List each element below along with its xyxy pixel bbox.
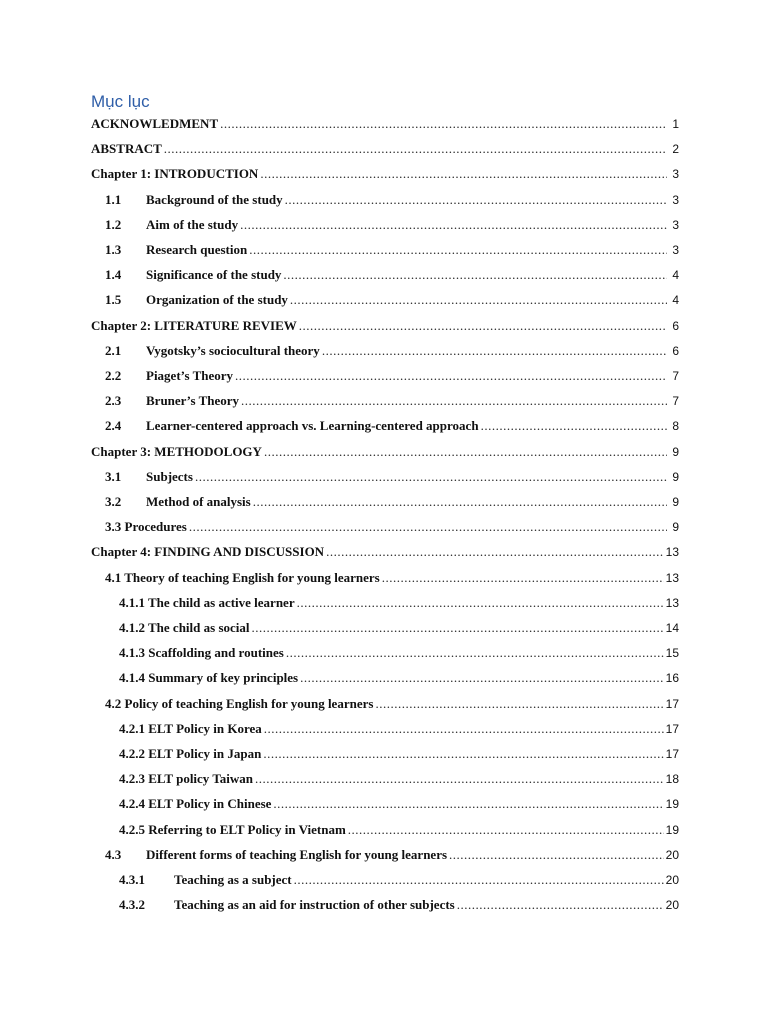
- toc-entry[interactable]: [91, 318, 679, 338]
- dot-leader: [263, 746, 663, 762]
- toc-entry[interactable]: [119, 897, 679, 917]
- toc-entry-page-number: 6: [672, 343, 679, 358]
- dot-leader: [189, 519, 667, 535]
- dot-leader: [264, 444, 667, 460]
- dot-leader: [264, 721, 664, 737]
- toc-entry-page-number: 16: [665, 671, 679, 686]
- toc-entry-number: 3.2: [105, 494, 122, 509]
- toc-entry-page-number: 15: [665, 646, 679, 661]
- toc-entry[interactable]: [105, 570, 679, 590]
- toc-entry[interactable]: [119, 620, 679, 640]
- toc-entry-page-number: 20: [665, 873, 679, 887]
- toc-entry-number: 2.2: [105, 368, 122, 383]
- toc-entry[interactable]: [105, 847, 679, 867]
- toc-entry[interactable]: [119, 721, 679, 741]
- toc-entry-title: 4.1.1 The child as active learner: [119, 594, 295, 610]
- toc-entry[interactable]: [91, 141, 679, 161]
- toc-entry-title: ABSTRACT: [91, 141, 162, 157]
- toc-entry-page-number: 13: [665, 545, 679, 560]
- toc-entry-title: ACKNOWLEDMENT: [91, 116, 219, 131]
- dot-leader: [348, 822, 664, 838]
- toc-entry-page-number: 19: [665, 822, 679, 837]
- toc-entry-page-number: 8: [672, 419, 679, 434]
- dot-leader: [255, 771, 664, 787]
- toc-entry[interactable]: [105, 292, 679, 312]
- toc-entry[interactable]: [119, 796, 679, 816]
- toc-entry-page-number: 1: [672, 117, 679, 131]
- toc-entry-title: Teaching as a subject: [174, 872, 292, 887]
- toc-entry[interactable]: [105, 519, 679, 539]
- toc-entry-number: 2.3: [105, 393, 122, 409]
- toc-entry[interactable]: [119, 670, 679, 690]
- toc-entry[interactable]: [105, 393, 679, 413]
- toc-entry-title: 4.2.1 ELT Policy in Korea: [119, 720, 262, 736]
- toc-entry-title: 4.1 Theory of teaching English for young learners: [105, 569, 380, 585]
- toc-entry[interactable]: [91, 444, 679, 464]
- toc-entry-title: 4.1.2 The child as social: [119, 620, 250, 635]
- toc-entry[interactable]: [105, 696, 679, 716]
- toc-entry[interactable]: [105, 242, 679, 262]
- toc-entry-page-number: 17: [665, 747, 679, 761]
- toc-entry-title: Background of the study: [146, 191, 283, 207]
- toc-entry-title: 4.1.3 Scaffolding and routines: [119, 645, 284, 661]
- dot-leader: [273, 796, 663, 812]
- toc-entry[interactable]: [105, 418, 679, 438]
- dot-leader: [449, 847, 664, 863]
- dot-leader: [283, 267, 667, 283]
- toc-entry-page-number: 3: [672, 217, 679, 232]
- toc-entry-title: Bruner’s Theory: [146, 393, 240, 409]
- toc-entry-page-number: 4: [672, 268, 679, 283]
- dot-leader: [220, 116, 667, 132]
- dot-leader: [290, 292, 667, 308]
- toc-entry-title: Learner-centered approach vs. Learning-centered approach: [146, 418, 479, 434]
- toc-entry[interactable]: [119, 771, 679, 791]
- toc-entry[interactable]: [119, 822, 679, 842]
- toc-entry-number: 1.4: [105, 267, 122, 283]
- toc-entry-page-number: 3: [672, 167, 679, 182]
- toc-entry-number: 1.1: [105, 191, 122, 207]
- toc-entry[interactable]: [91, 116, 679, 136]
- toc-entry[interactable]: [105, 267, 679, 287]
- toc-entry-page-number: 20: [665, 847, 679, 862]
- dot-leader: [375, 696, 663, 712]
- toc-entry-title: 4.2.3 ELT policy Taiwan: [119, 771, 254, 787]
- toc-entry[interactable]: [119, 872, 679, 892]
- dot-leader: [326, 544, 664, 560]
- dot-leader: [300, 670, 664, 686]
- toc-entry[interactable]: [119, 645, 679, 665]
- toc-entry-title: Significance of the study: [146, 267, 282, 283]
- dot-leader: [294, 872, 664, 888]
- toc-entry-page-number: 2: [672, 142, 679, 157]
- dot-leader: [260, 166, 667, 182]
- toc-entry[interactable]: [119, 746, 679, 766]
- toc-entry[interactable]: [105, 494, 679, 514]
- toc-entry-page-number: 19: [665, 797, 679, 812]
- toc-entry-title: Piaget’s Theory: [146, 368, 234, 383]
- dot-leader: [299, 318, 667, 334]
- toc-entry-title: Chapter 4: FINDING AND DISCUSSION: [91, 544, 325, 560]
- toc-entry[interactable]: [119, 595, 679, 615]
- toc-entry-number: 2.1: [105, 342, 122, 358]
- toc-entry-page-number: 6: [672, 318, 679, 333]
- toc-entry-page-number: 17: [665, 721, 679, 736]
- toc-entry-title: Research question: [146, 242, 248, 257]
- toc-entry-title: Aim of the study: [146, 216, 239, 232]
- dot-leader: [249, 242, 667, 258]
- toc-entry-page-number: 9: [672, 520, 679, 535]
- toc-entry-page-number: 3: [672, 192, 679, 207]
- toc-entry-page-number: 3: [672, 243, 679, 257]
- toc-entry-number: 1.2: [105, 216, 122, 232]
- toc-entry-title: Method of analysis: [146, 494, 251, 509]
- toc-entry-page-number: 14: [665, 621, 679, 635]
- toc-entry-title: Vygotsky’s sociocultural theory: [146, 342, 320, 358]
- toc-entry-number: 3.1: [105, 468, 122, 484]
- toc-entry-title: Different forms of teaching English for young learners: [146, 846, 448, 862]
- toc-entry-title: Chapter 1: INTRODUCTION: [91, 166, 259, 182]
- dot-leader: [195, 469, 667, 485]
- toc-entry-title: 4.1.4 Summary of key principles: [119, 670, 299, 686]
- toc-heading: Mục lục: [91, 92, 150, 111]
- toc-entry-title: Organization of the study: [146, 292, 288, 308]
- toc-entry-number: 4.3.2: [119, 897, 145, 913]
- toc-entry[interactable]: [105, 192, 679, 212]
- toc-entry-page-number: 9: [672, 495, 679, 509]
- dot-leader: [235, 368, 667, 384]
- toc-entry-page-number: 7: [672, 369, 679, 383]
- toc-entry-number: 1.5: [105, 292, 122, 308]
- toc-entry-page-number: 18: [665, 772, 679, 787]
- dot-leader: [286, 645, 664, 661]
- toc-entry-title: 3.3 Procedures: [105, 519, 187, 535]
- toc-entry-number: 2.4: [105, 418, 122, 434]
- toc-entry-page-number: 17: [665, 696, 679, 711]
- toc-entry[interactable]: [91, 544, 679, 564]
- toc-entry-page-number: 20: [665, 898, 679, 913]
- dot-leader: [241, 393, 667, 409]
- toc-entry-title: Chapter 3: METHODOLOGY: [91, 443, 262, 459]
- toc-entry-page-number: 7: [672, 394, 679, 409]
- toc-entry-page-number: 4: [672, 293, 679, 308]
- toc-entry-title: Chapter 2: LITERATURE REVIEW: [91, 317, 297, 333]
- toc-entry-title: 4.2.5 Referring to ELT Policy in Vietnam: [119, 821, 346, 837]
- toc-entry-title: 4.2.2 ELT Policy in Japan: [119, 746, 262, 761]
- toc-entry-title: Subjects: [146, 468, 193, 484]
- toc-entry-title: 4.2 Policy of teaching English for young learners: [105, 695, 374, 711]
- dot-leader: [240, 217, 667, 233]
- toc-entry[interactable]: [105, 469, 679, 489]
- dot-leader: [481, 418, 667, 434]
- dot-leader: [382, 570, 664, 586]
- toc-entry-title: Teaching as an aid for instruction of other subjects: [174, 897, 455, 913]
- toc-entry-number: 4.3.1: [119, 872, 145, 887]
- dot-leader: [322, 343, 667, 359]
- toc-entry[interactable]: [91, 166, 679, 186]
- toc-entry-title: 4.2.4 ELT Policy in Chinese: [119, 796, 272, 812]
- dot-leader: [457, 897, 664, 913]
- toc-entry-page-number: 13: [665, 595, 679, 610]
- toc-entry[interactable]: [105, 217, 679, 237]
- toc-entry-page-number: 9: [672, 444, 679, 459]
- toc-entry-page-number: 9: [672, 469, 679, 484]
- toc-entry[interactable]: [105, 368, 679, 388]
- toc-entry-number: 4.3: [105, 846, 122, 862]
- dot-leader: [285, 192, 667, 208]
- toc-entry[interactable]: [105, 343, 679, 363]
- dot-leader: [252, 620, 664, 636]
- toc-entry-number: 1.3: [105, 242, 122, 257]
- dot-leader: [297, 595, 664, 611]
- toc-entry-page-number: 13: [665, 570, 679, 585]
- dot-leader: [164, 141, 667, 157]
- dot-leader: [253, 494, 667, 510]
